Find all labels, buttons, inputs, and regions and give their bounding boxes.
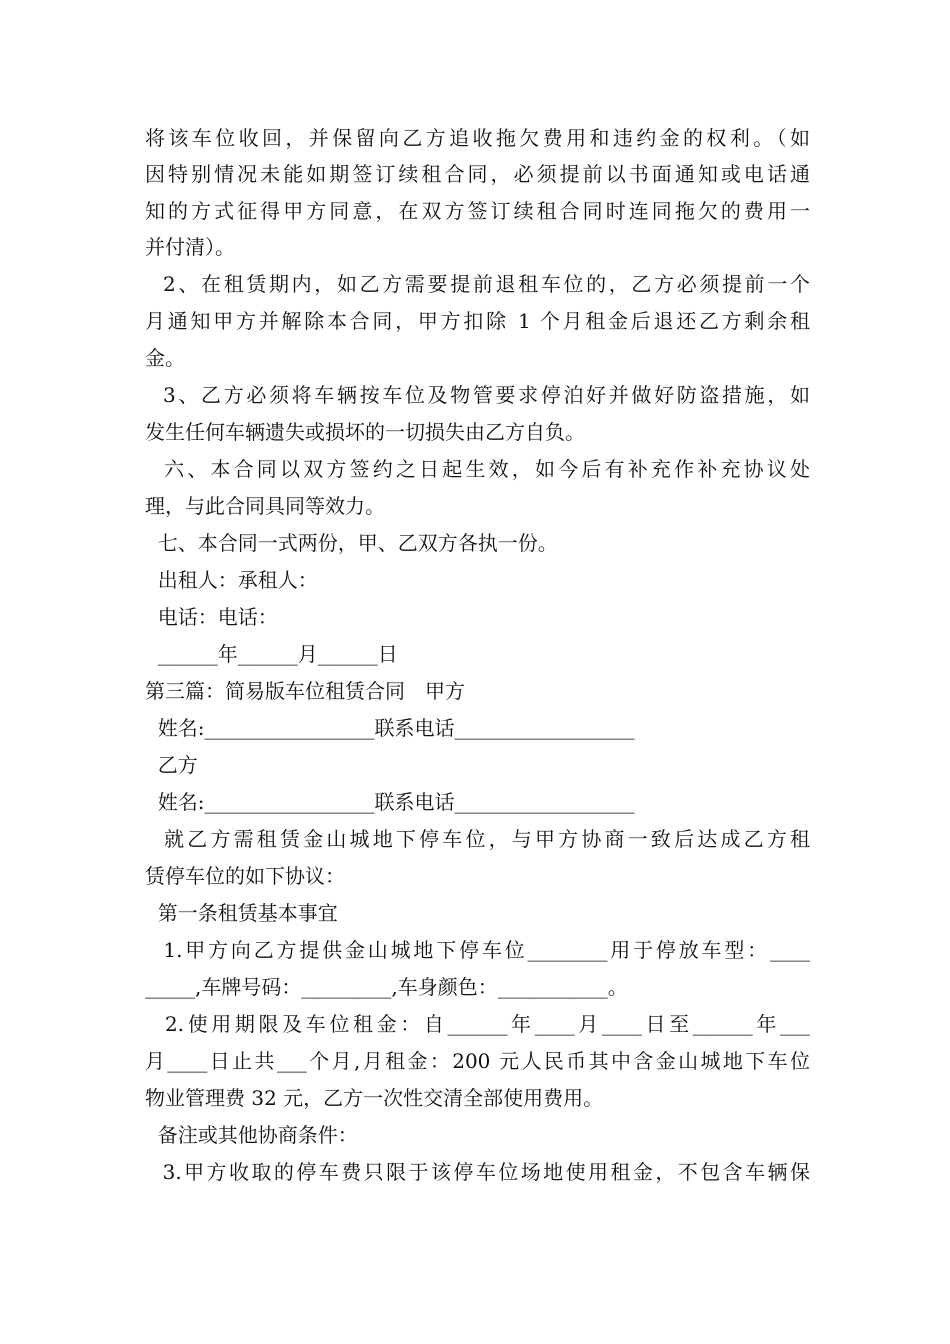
text-line: 备注或其他协商条件： [145,1123,358,1147]
party-a-fields: 姓名:_________________联系电话__________________ [145,716,635,740]
text-line: 物业管理费 32 元，乙方一次性交清全部使用费用。 [145,1086,604,1110]
text-line: 2、在租赁期内，如乙方需要提前退租车位的，乙方必须提前一个 [145,272,810,296]
text-line: 因特别情况未能如期签订续租合同，必须提前以书面通知或电话通 [145,162,810,186]
party-b-fields: 姓名:_________________联系电话__________________ [145,790,635,814]
text-line: 将该车位收回，并保留向乙方追收拖欠费用和违约金的权利。（如 [145,126,810,150]
text-line: 2.使用期限及车位租金：自______年____月____日至______年___ [145,1012,810,1036]
text-line: 赁停车位的如下协议： [145,864,345,888]
text-line: 乙方 [145,753,198,777]
text-line: 1.甲方向乙方提供金山城地下停车位________用于停放车型：____ [145,938,810,962]
text-line: 出租人：承租人： [145,568,318,592]
text-line: 3.甲方收取的停车费只限于该停车位场地使用租金，不包含车辆保 [145,1160,810,1184]
text-line: 七、本合同一式两份，甲、乙双方各执一份。 [145,531,558,555]
text-line: 月通知甲方并解除本合同，甲方扣除 1 个月租金后退还乙方剩余租 [145,309,810,333]
text-line: 就乙方需租赁金山城地下停车位，与甲方协商一致后达成乙方租 [145,827,810,851]
article-heading: 第一条租赁基本事宜 [145,901,338,925]
text-line: 电话：电话： [145,605,278,629]
text-line: _____,车牌号码：_________,车身颜色：___________。 [145,975,628,999]
date-blank-line: ______年______月______日 [145,642,398,666]
text-line: 发生任何车辆遗失或损坏的一切损失由乙方自负。 [145,420,585,444]
text-line: 并付清）。 [145,235,235,259]
text-line: 3、乙方必须将车辆按车位及物管要求停泊好并做好防盗措施，如 [145,383,810,407]
section-heading: 第三篇：简易版车位租赁合同 甲方 [145,679,465,703]
text-line: 月____日止共___个月,月租金：200 元人民币其中含金山城地下车位 [145,1049,810,1073]
text-line: 知的方式征得甲方同意，在双方签订续租合同时连同拖欠的费用一 [145,199,810,223]
text-line: 六、本合同以双方签约之日起生效，如今后有补充作补充协议处 [145,457,810,481]
text-line: 理，与此合同具同等效力。 [145,494,385,518]
text-line: 金。 [145,346,185,370]
